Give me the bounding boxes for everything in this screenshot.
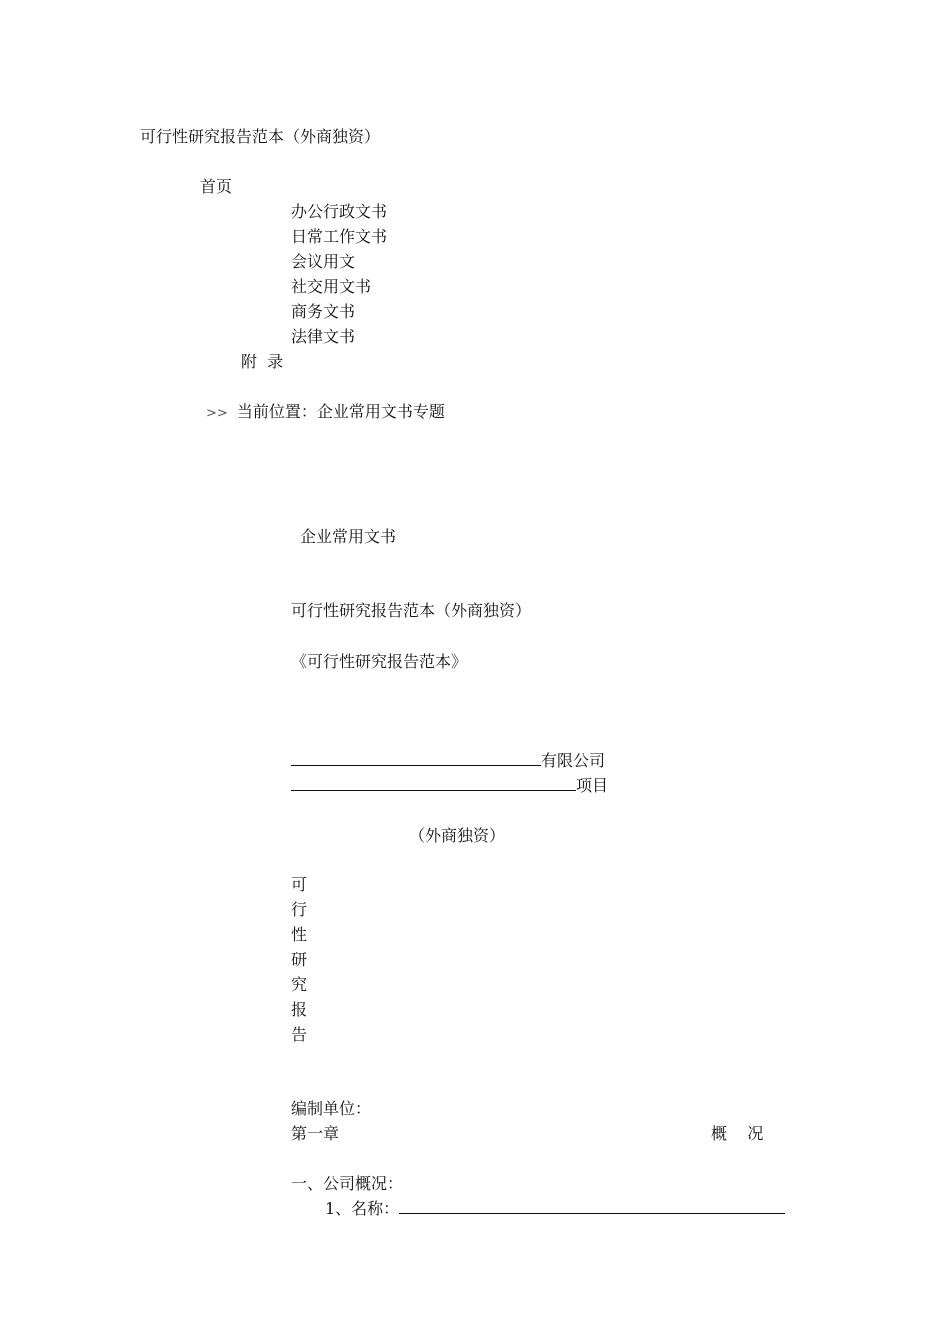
name-field-blank[interactable] <box>399 1199 785 1214</box>
nav-appendix-link[interactable]: 附 录 <box>241 352 284 371</box>
vertical-title-char: 行 <box>291 900 308 919</box>
vertical-title-char: 究 <box>291 975 308 994</box>
nav-item-social[interactable]: 社交用文书 <box>291 277 372 296</box>
breadcrumb-text: 当前位置：企业常用文书专题 <box>236 402 445 421</box>
company-name-blank[interactable] <box>291 751 541 766</box>
breadcrumb-marker: >> <box>206 406 228 421</box>
nav-item-daily-work[interactable]: 日常工作文书 <box>291 227 388 246</box>
chapter-label: 第一章 <box>291 1124 340 1143</box>
investment-type-note: （外商独资） <box>409 826 506 845</box>
vertical-title-char: 性 <box>291 925 308 944</box>
vertical-title-char: 可 <box>291 875 308 894</box>
book-title: 《可行性研究报告范本》 <box>291 652 468 671</box>
nav-item-business[interactable]: 商务文书 <box>291 302 356 321</box>
company-name-line <box>291 750 605 772</box>
prepared-by-label: 编制单位： <box>291 1099 372 1118</box>
name-field-label: 1、名称： <box>325 1199 400 1218</box>
nav-item-legal[interactable]: 法律文书 <box>291 327 356 346</box>
breadcrumb <box>206 401 445 425</box>
document-title: 可行性研究报告范本（外商独资） <box>140 127 381 146</box>
project-name-blank[interactable] <box>291 776 576 791</box>
project-name-line <box>291 775 608 797</box>
nav-item-meeting[interactable]: 会议用文 <box>291 252 356 271</box>
name-field-line <box>325 1198 785 1220</box>
project-suffix: 项目 <box>576 776 609 795</box>
vertical-title-char: 研 <box>291 950 308 969</box>
article-title: 可行性研究报告范本（外商独资） <box>291 601 532 620</box>
section-heading: 一、公司概况： <box>291 1174 404 1193</box>
nav-item-office-admin[interactable]: 办公行政文书 <box>291 202 388 221</box>
vertical-title-char: 报 <box>291 1000 308 1019</box>
nav-home-link[interactable]: 首页 <box>200 177 233 196</box>
vertical-title-char: 告 <box>291 1025 308 1044</box>
category-heading: 企业常用文书 <box>300 527 397 546</box>
company-suffix: 有限公司 <box>541 751 606 770</box>
chapter-title: 概 况 <box>711 1124 764 1143</box>
